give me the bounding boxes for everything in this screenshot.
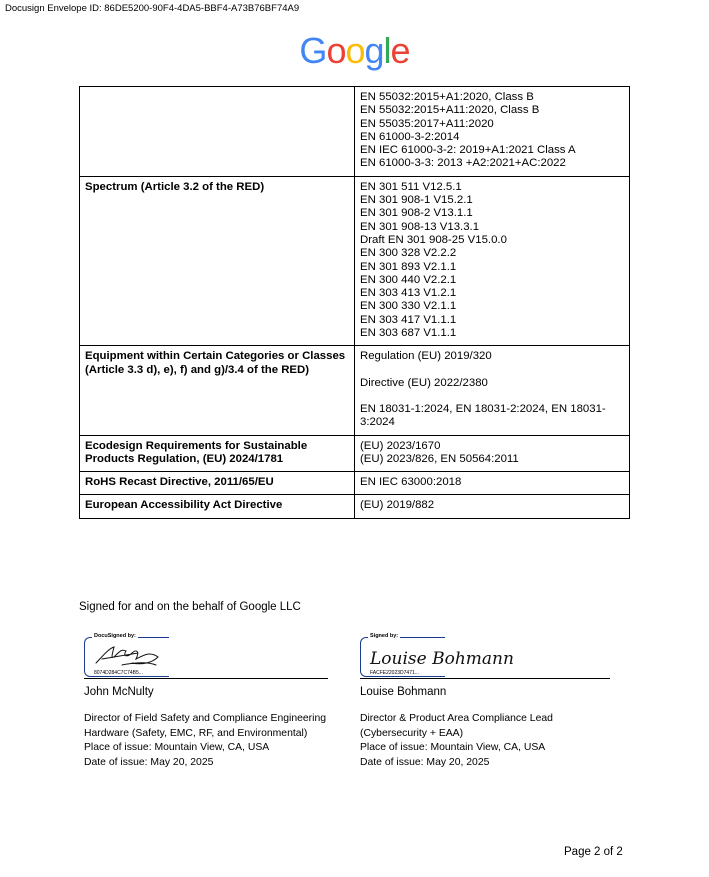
standards-cell <box>355 472 630 495</box>
standard-line: (EU) 2023/1670 <box>360 439 441 452</box>
standards-cell <box>355 87 630 177</box>
standard-line: EN 55032:2015+A1:2020, Class B <box>360 91 534 103</box>
signature-block-right <box>360 633 610 770</box>
paragraph-gap <box>360 364 624 377</box>
signer-info <box>84 712 334 770</box>
signer-info <box>360 712 610 770</box>
google-logo <box>0 30 709 72</box>
signature-line <box>84 678 328 679</box>
standard-line: EN IEC 61000-3-2: 2019+A1:2021 Class A <box>360 144 576 157</box>
standard-line: EN 300 328 V2.2.2 <box>360 247 457 260</box>
standard-line: EN 300 440 V2.2.1 <box>360 273 457 286</box>
logo-letter: o <box>345 30 365 71</box>
standard-line: Regulation (EU) 2019/320 <box>360 350 492 363</box>
standard-line: Draft EN 301 908-25 V15.0.0 <box>360 233 507 246</box>
signer-title-line: (Cybersecurity + EAA) <box>360 727 464 739</box>
standard-line: EN 303 417 V1.1.1 <box>360 313 457 326</box>
page-number: Page 2 of 2 <box>564 846 623 858</box>
table-row <box>80 435 630 472</box>
table-row <box>80 472 630 495</box>
standard-line: EN 301 893 V2.1.1 <box>360 260 457 273</box>
standards-cell <box>355 176 630 346</box>
logo-letter: o <box>326 30 346 71</box>
signed-by-label: Signed by: <box>370 633 399 639</box>
place-of-issue: Place of issue: Mountain View, CA, USA <box>360 742 546 754</box>
standards-cell <box>355 435 630 472</box>
logo-letter: G <box>299 30 327 71</box>
place-of-issue: Place of issue: Mountain View, CA, USA <box>84 742 270 754</box>
standard-line: EN 303 687 V1.1.1 <box>360 327 457 340</box>
standard-line: EN 301 511 V12.5.1 <box>360 180 462 193</box>
standards-cell <box>355 495 630 518</box>
standards-cell <box>355 346 630 435</box>
standard-line: EN 303 413 V1.2.1 <box>360 287 457 300</box>
date-of-issue: Date of issue: May 20, 2025 <box>84 756 214 768</box>
directive-cell: Ecodesign Requirements for Sustainable Products Regulation, (EU) 2024/1781 <box>80 435 355 472</box>
logo-letter: l <box>383 30 391 71</box>
signature-script: Louise Bohmann <box>370 649 514 669</box>
signer-title-line: Director of Field Safety and Compliance Engineering <box>84 713 326 724</box>
standard-line: EN 61000-3-2:2014 <box>360 130 460 143</box>
signature-hash: 8074D284C7C74B5... <box>94 670 143 676</box>
standard-line: EN 301 908-1 V15.2.1 <box>360 194 473 207</box>
docusign-envelope-id: Docusign Envelope ID: 86DE5200-90F4-4DA5-BBF4-A73B76BF74A9 <box>5 3 300 14</box>
directive-cell <box>80 87 355 177</box>
date-of-issue: Date of issue: May 20, 2025 <box>360 756 490 768</box>
handwritten-signature-bohmann <box>368 643 514 671</box>
standard-line: EN 301 908-13 V13.3.1 <box>360 220 480 233</box>
standard-line: EN 301 908-2 V13.1.1 <box>360 207 473 220</box>
table-row <box>80 176 630 346</box>
directive-cell: RoHS Recast Directive, 2011/65/EU <box>80 472 355 495</box>
standard-line: (EU) 2019/882 <box>360 499 435 512</box>
handwritten-signature-mcnulty <box>92 643 162 671</box>
standard-line: EN 18031-1:2024, EN 18031-2:2024, EN 18031-3:2024 <box>360 402 606 429</box>
signature-line <box>360 678 610 679</box>
signer-title-line: Hardware (Safety, EMC, RF, and Environmental) <box>84 727 308 739</box>
signature-block-left <box>84 633 334 770</box>
compliance-table <box>79 86 630 519</box>
signer-title-line: Director & Product Area Compliance Lead <box>360 713 553 724</box>
standard-line: (EU) 2023/826, EN 50564:2011 <box>360 452 519 465</box>
standard-line: EN 300 330 V2.1.1 <box>360 300 457 313</box>
table-row <box>80 346 630 435</box>
directive-cell: Equipment within Certain Categories or Classes (Article 3.3 d), e), f) and g)/3.4 of the RED) <box>80 346 355 435</box>
standard-line: Directive (EU) 2022/2380 <box>360 376 488 389</box>
signer-name: Louise Bohmann <box>360 686 447 698</box>
standard-line: EN IEC 63000:2018 <box>360 476 462 489</box>
table-row <box>80 495 630 518</box>
signed-for-text: Signed for and on the behalf of Google LLC <box>79 601 301 613</box>
directive-cell: Spectrum (Article 3.2 of the RED) <box>80 176 355 346</box>
logo-letter: g <box>364 30 384 71</box>
docusigned-label: DocuSigned by: <box>94 633 136 639</box>
table-row <box>80 87 630 177</box>
signer-name: John McNulty <box>84 686 154 698</box>
paragraph-gap <box>360 390 624 403</box>
standard-line: EN 61000-3-3: 2013 +A2:2021+AC:2022 <box>360 157 566 170</box>
signature-hash: FACFE22023D7471... <box>370 670 419 676</box>
standard-line: EN 55035:2017+A11:2020 <box>360 117 494 130</box>
logo-letter: e <box>390 30 410 71</box>
standard-line: EN 55032:2015+A11:2020, Class B <box>360 104 540 117</box>
directive-cell: European Accessibility Act Directive <box>80 495 355 518</box>
